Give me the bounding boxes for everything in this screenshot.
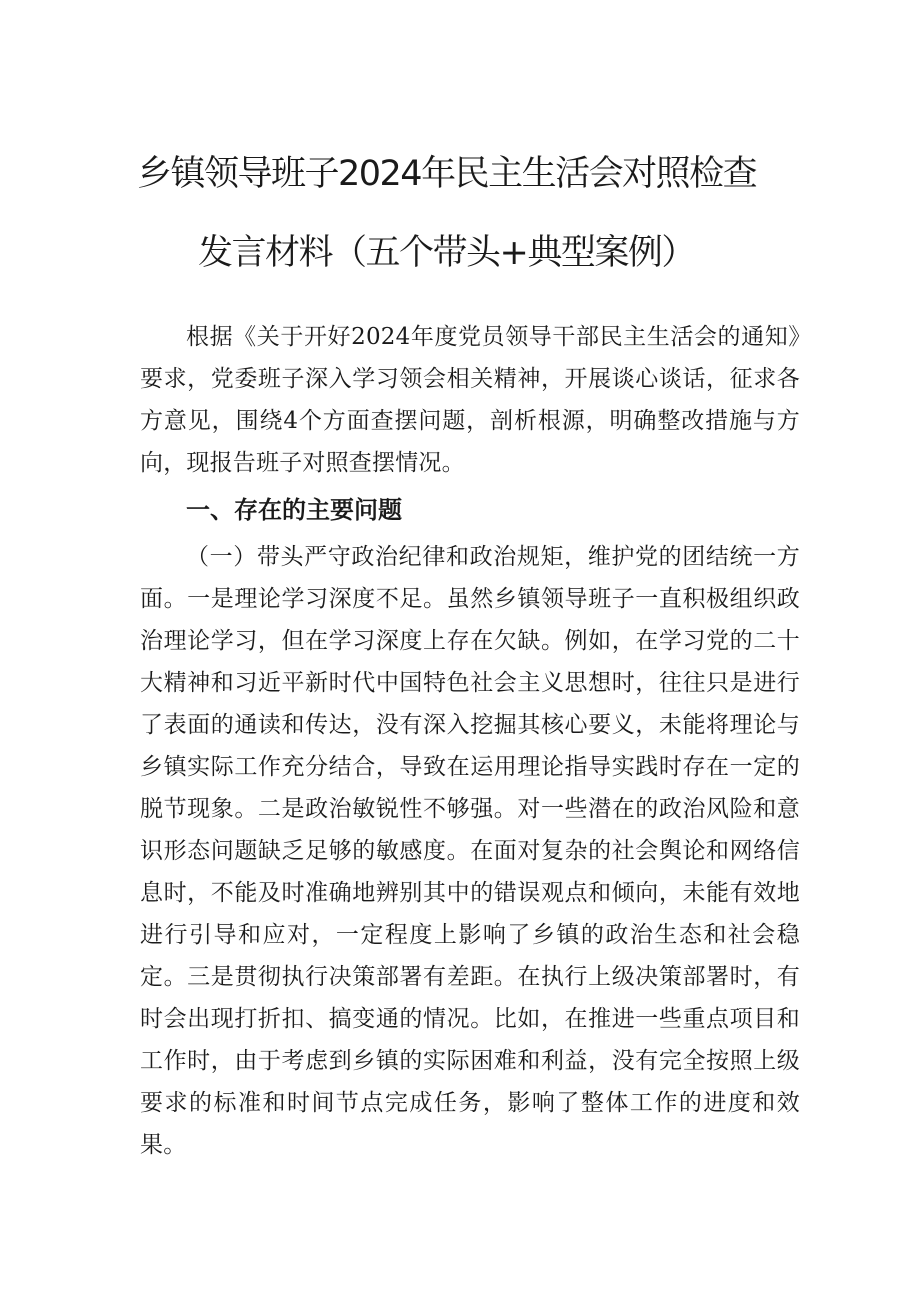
intro-paragraph: 根据《关于开好2024年度党员领导干部民主生活会的通知》要求，党委班子深入学习领会相关精神，开展谈心谈话，征求各方意见，围绕4个方面查摆问题，剖析根源，明确整改措施与方向，现报告班子对照查摆情况。 [140,324,800,476]
main-paragraph: （一）带头严守政治纪律和政治规矩，维护党的团结统一方面。一是理论学习深度不足。虽然乡镇领导班子一直积极组织政治理论学习，但在学习深度上存在欠缺。例如，在学习党的二十大精神和习近平新时代中国特色社会主义思想时，往往只是进行了表面的通读和传达，没有深入挖掘其核心要义，未能将理论与乡镇实际工作充分结合，导致在运用理论指导实践时存在一定的脱节现象。二是政治敏锐性不够强。对一些潜在的政治风险和意识形态问题缺乏足够的敏感度。在面对复杂的社会舆论和网络信息时，不能及时准确地辨别其中的错误观点和倾向，未能有效地进行引导和应对，一定程度上影响了乡镇的政治生态和社会稳定。三是贯彻执行决策部署有差距。在执行上级决策部署时，有时会出现打折扣、搞变通的情况。比如，在推进一些重点项目和工作时，由于考虑到乡镇的实际困难和利益，没有完全按照上级要求的标准和时间节点完成任务，影响了整体工作的进度和效果。 [140,544,800,1158]
document-title-line-2: 发言材料（五个带头+典型案例） [198,233,695,273]
document-title-line-1: 乡镇领导班子2024年民主生活会对照检查 [137,154,757,194]
section-heading: 一、存在的主要问题 [186,496,402,524]
